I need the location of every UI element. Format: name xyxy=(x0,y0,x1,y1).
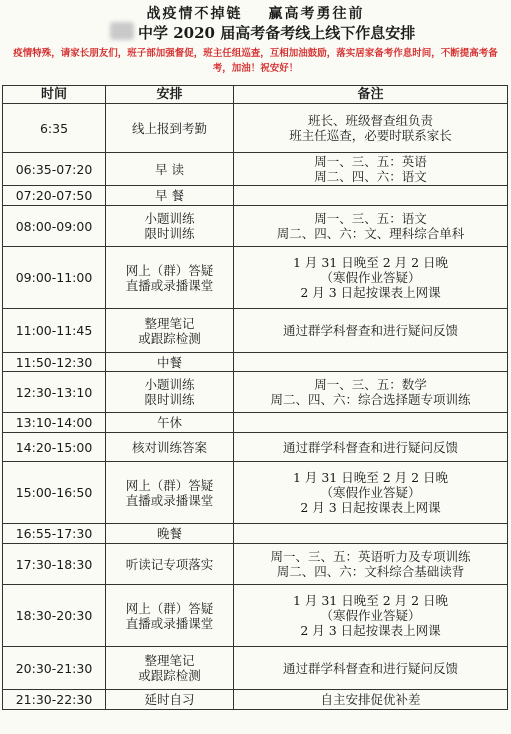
table-row xyxy=(3,462,508,524)
note-line: 通过群学科督查和进行疑问反馈 xyxy=(282,439,458,455)
plan-line: 限时训练 xyxy=(144,392,195,407)
plan-cell xyxy=(106,524,234,544)
note-cell xyxy=(234,206,508,247)
plan-line: 整理笔记 xyxy=(144,315,195,331)
note-line: 1 月 31 日晚至 2 月 2 日晚 xyxy=(292,593,449,608)
note-line: 周二、四、六：综合选择题专项训练 xyxy=(270,392,471,407)
plan-cell xyxy=(106,104,234,153)
time-cell: 08:00-09:00 xyxy=(3,206,106,247)
time-cell: 09:00-11:00 xyxy=(3,247,106,309)
slogan-left: 战疫情不掉链 xyxy=(146,6,243,22)
note-cell xyxy=(234,413,508,433)
plan-cell xyxy=(106,544,234,585)
plan-line: 或跟踪检测 xyxy=(138,330,201,346)
plan-line: 听读记专项落实 xyxy=(125,556,214,572)
plan-line: 限时训练 xyxy=(144,226,195,241)
note-line: 班长、班级督查组负责 xyxy=(307,113,433,128)
note-cell xyxy=(234,524,508,544)
note-line: 周二、四、六：语文 xyxy=(314,169,427,184)
table-header-row xyxy=(3,86,508,104)
table-row xyxy=(3,372,508,413)
note-cell xyxy=(234,462,508,524)
plan-line: 或跟踪检测 xyxy=(138,668,201,683)
note-cell xyxy=(234,372,508,413)
schedule-table xyxy=(2,85,508,710)
table-row xyxy=(3,690,508,710)
time-cell: 12:30-13:10 xyxy=(3,372,106,413)
plan-cell xyxy=(106,309,234,353)
note-line: 1 月 31 日晚至 2 月 2 日晚 xyxy=(292,470,449,485)
note-cell xyxy=(234,647,508,690)
note-line: 通过群学科督查和进行疑问反馈 xyxy=(282,660,458,676)
time-cell: 20:30-21:30 xyxy=(3,647,106,690)
slogan xyxy=(0,3,511,23)
note-cell xyxy=(234,186,508,206)
title-bar xyxy=(0,22,511,42)
time-cell: 21:30-22:30 xyxy=(3,690,106,710)
time-cell: 14:20-15:00 xyxy=(3,433,106,462)
note-line: 通过群学科督查和进行疑问反馈 xyxy=(282,323,458,338)
plan-cell xyxy=(106,186,234,206)
note-line: （寒假作业答疑） xyxy=(320,485,421,500)
table-row xyxy=(3,413,508,433)
table-row xyxy=(3,186,508,206)
note-line: （寒假作业答疑） xyxy=(320,608,421,623)
time-cell: 15:00-16:50 xyxy=(3,462,106,524)
slogan-right: 赢高考勇往前 xyxy=(268,6,365,22)
time-cell: 13:10-14:00 xyxy=(3,413,106,433)
plan-line: 网上（群）答疑 xyxy=(125,600,214,616)
note-cell xyxy=(234,104,508,153)
note-cell xyxy=(234,309,508,353)
page-title: 中学 2020 届高考备考线上线下作息安排 xyxy=(138,24,416,42)
plan-line: 中餐 xyxy=(156,354,182,370)
table-row xyxy=(3,524,508,544)
table-row xyxy=(3,585,508,647)
note-line: （寒假作业答疑） xyxy=(320,270,421,285)
note-line: 周一、三、五：英语听力及专项训练 xyxy=(270,549,471,564)
plan-cell xyxy=(106,206,234,247)
plan-line: 直播或录播课堂 xyxy=(125,277,214,293)
table-row xyxy=(3,433,508,462)
plan-cell xyxy=(106,153,234,186)
note-line: 2 月 3 日起按课表上网课 xyxy=(300,285,441,300)
note-line: 周一、三、五：语文 xyxy=(314,211,427,226)
plan-line: 网上（群）答疑 xyxy=(125,262,214,278)
plan-cell xyxy=(106,413,234,433)
plan-cell xyxy=(106,462,234,524)
table-row xyxy=(3,206,508,247)
notice-text: 疫情特殊，请家长朋友们，班子部加强督促，班主任组巡查，互相加油鼓励，落实居家备考作息时间，不断提高考备考，加油！祝安好！ xyxy=(13,48,498,74)
time-cell: 07:20-07:50 xyxy=(3,186,106,206)
table-row xyxy=(3,153,508,186)
time-cell: 6:35 xyxy=(3,104,106,153)
note-line: 班主任巡查，必要时联系家长 xyxy=(289,128,452,143)
plan-cell xyxy=(106,372,234,413)
note-cell xyxy=(234,433,508,462)
plan-line: 早 餐 xyxy=(155,188,184,203)
time-cell: 06:35-07:20 xyxy=(3,153,106,186)
plan-line: 核对训练答案 xyxy=(131,439,207,455)
note-line: 周一、三、五：英语 xyxy=(314,154,427,169)
note-cell xyxy=(234,544,508,585)
note-cell xyxy=(234,153,508,186)
schedule-body xyxy=(3,104,508,710)
plan-cell xyxy=(106,353,234,372)
plan-line: 延时自习 xyxy=(144,692,195,707)
table-row xyxy=(3,544,508,585)
time-cell: 16:55-17:30 xyxy=(3,524,106,544)
plan-cell xyxy=(106,585,234,647)
table-row xyxy=(3,309,508,353)
plan-line: 直播或录播课堂 xyxy=(125,615,214,631)
time-cell: 11:50-12:30 xyxy=(3,353,106,372)
plan-line: 整理笔记 xyxy=(144,653,195,668)
redacted-school-name xyxy=(110,22,134,40)
table-row xyxy=(3,247,508,309)
note-line: 自主安排促优补差 xyxy=(320,692,421,707)
time-cell: 11:00-11:45 xyxy=(3,309,106,353)
header-plan: 安排 xyxy=(106,86,234,104)
header-time: 时间 xyxy=(3,86,106,104)
table-row xyxy=(3,353,508,372)
table-row xyxy=(3,647,508,690)
note-line: 2 月 3 日起按课表上网课 xyxy=(300,623,441,638)
note-cell xyxy=(234,353,508,372)
plan-line: 晚餐 xyxy=(156,526,182,541)
plan-cell xyxy=(106,433,234,462)
note-cell xyxy=(234,585,508,647)
table-row xyxy=(3,104,508,153)
note-cell xyxy=(234,690,508,710)
plan-cell xyxy=(106,647,234,690)
header-note: 备注 xyxy=(234,86,508,104)
note-line: 2 月 3 日起按课表上网课 xyxy=(300,500,441,515)
time-cell: 17:30-18:30 xyxy=(3,544,106,585)
plan-cell xyxy=(106,247,234,309)
plan-line: 小题训练 xyxy=(144,211,195,226)
note-cell xyxy=(234,247,508,309)
note-line: 周二、四、六：文科综合基础读背 xyxy=(276,564,465,579)
note-line: 周一、三、五：数学 xyxy=(314,377,427,392)
plan-line: 早 读 xyxy=(155,161,184,177)
note-line: 1 月 31 日晚至 2 月 2 日晚 xyxy=(292,255,449,270)
plan-line: 直播或录播课堂 xyxy=(125,492,214,508)
time-cell: 18:30-20:30 xyxy=(3,585,106,647)
plan-cell xyxy=(106,690,234,710)
plan-line: 线上报到考勤 xyxy=(131,120,207,136)
note-line: 周二、四、六：文、理科综合单科 xyxy=(276,226,465,241)
plan-line: 午休 xyxy=(156,415,182,430)
plan-line: 小题训练 xyxy=(144,377,195,392)
plan-line: 网上（群）答疑 xyxy=(125,477,214,493)
